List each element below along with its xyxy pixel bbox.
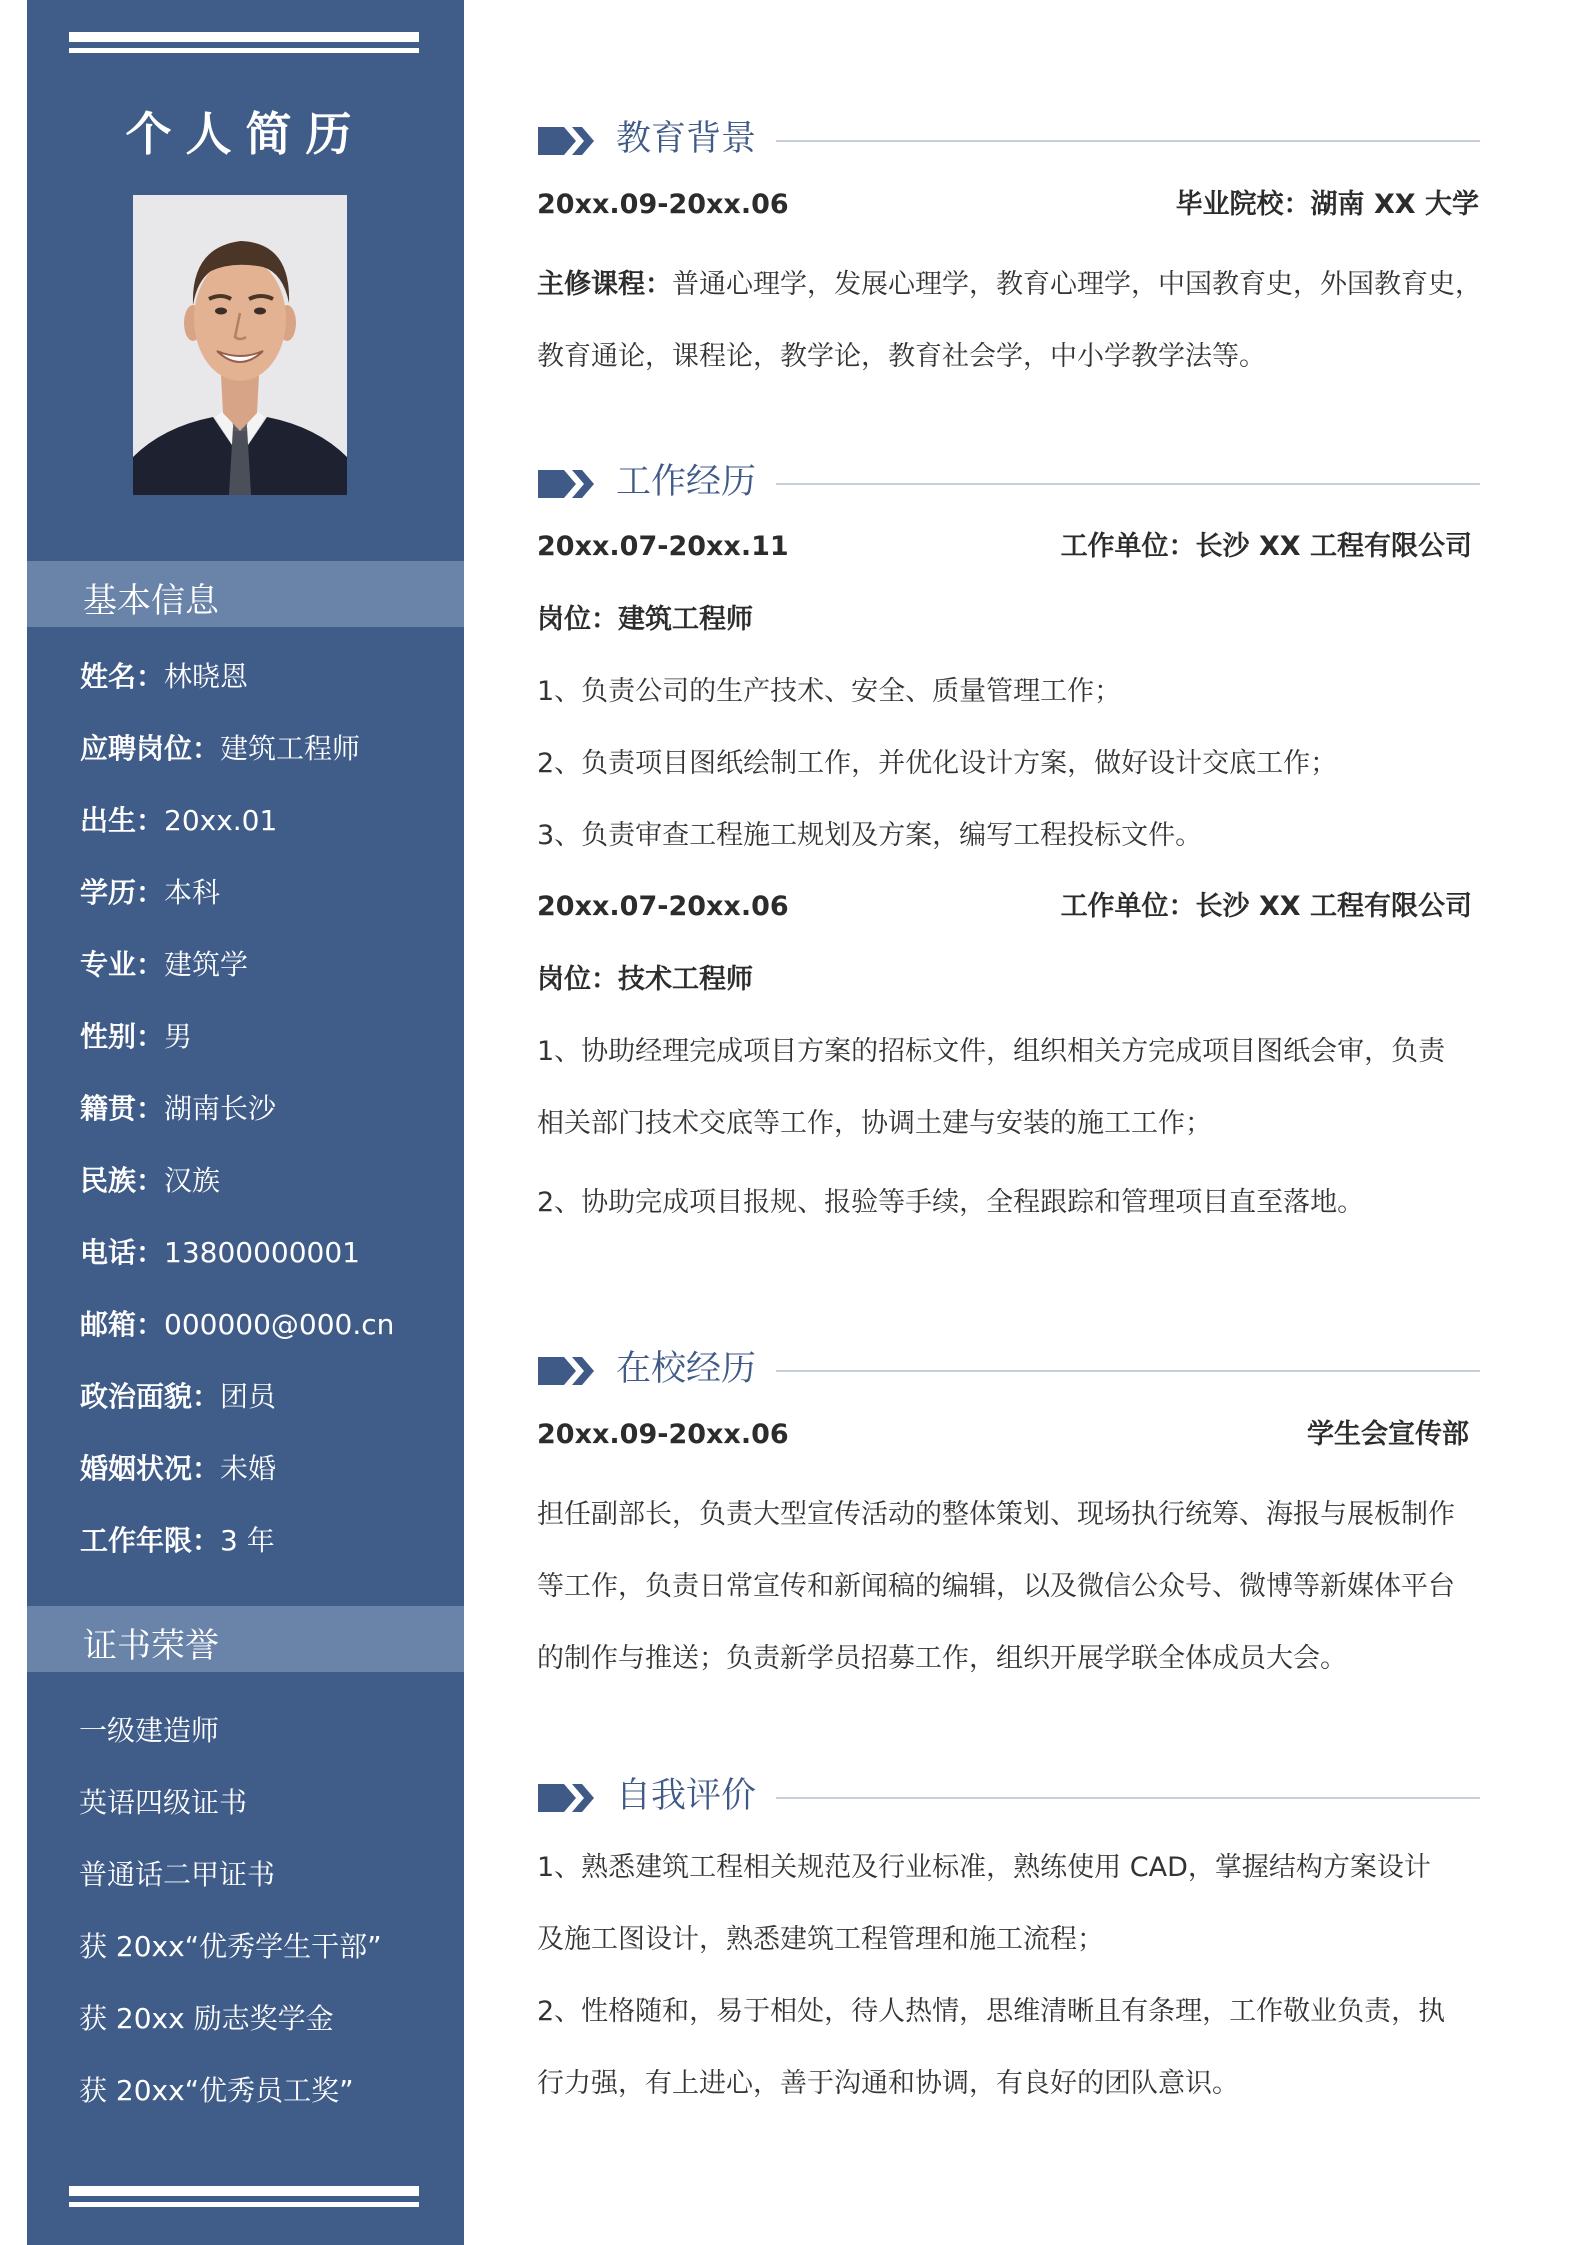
job-duty-line: 相关部门技术交底等工作，协调土建与安装的施工工作；	[537, 1108, 1212, 1139]
education-school: 毕业院校：湖南 XX 大学	[1175, 189, 1479, 220]
work-heading: 工作经历	[616, 462, 757, 502]
info-item-hometown	[80, 1084, 394, 1156]
courses-label: 主修课程：	[537, 269, 672, 300]
job-position	[537, 957, 1487, 1003]
info-value: 建筑学	[164, 948, 249, 981]
basic-info-heading	[27, 561, 464, 627]
campus-heading: 在校经历	[616, 1349, 757, 1389]
info-label: 工作年限：	[80, 1524, 221, 1557]
section-divider	[776, 1370, 1480, 1372]
info-item-email	[80, 1300, 394, 1372]
info-item-position	[80, 724, 394, 796]
info-item-political	[80, 1372, 394, 1444]
job-position-text: 岗位：技术工程师	[537, 964, 753, 995]
info-value: 本科	[164, 876, 221, 909]
info-value: 20xx.01	[164, 804, 278, 837]
double-chevron-icon	[538, 127, 596, 155]
self-eval-heading: 自我评价	[616, 1776, 757, 1816]
info-label: 电话：	[80, 1236, 165, 1269]
job-duty-line: 3、负责审查工程施工规划及方案，编写工程投标文件。	[537, 820, 1203, 851]
self-eval-line: 2、性格随和，易于相处，待人热情，思维清晰且有条理，工作敬业负责，执	[537, 1996, 1446, 2027]
campus-text-line: 的制作与推送；负责新学员招募工作，组织开展学联全体成员大会。	[537, 1643, 1347, 1674]
job-duty-line: 1、负责公司的生产技术、安全、质量管理工作；	[537, 676, 1122, 707]
info-label: 邮箱：	[80, 1308, 165, 1341]
education-courses-line: 教育通论，课程论，教学论，教育社会学，中小学教学法等。	[537, 341, 1266, 372]
sidebar-bottom-rule-thin	[69, 2202, 419, 2207]
education-heading: 教育背景	[616, 119, 757, 159]
info-label: 姓名：	[80, 660, 165, 693]
campus-org: 学生会宣传部	[1307, 1419, 1469, 1450]
certificates-heading-label: 证书荣誉	[83, 1626, 219, 1666]
info-label: 专业：	[80, 948, 165, 981]
work-section-header	[538, 458, 1480, 508]
campus-section-header	[538, 1345, 1480, 1395]
resume-title: 个人简历	[125, 107, 366, 161]
campus-period: 20xx.09-20xx.06	[537, 1419, 789, 1450]
education-period: 20xx.09-20xx.06	[537, 189, 789, 220]
info-label: 出生：	[80, 804, 165, 837]
job-company: 工作单位：长沙 XX 工程有限公司	[1060, 891, 1472, 922]
info-value: 3 年	[220, 1524, 275, 1557]
info-item-phone	[80, 1228, 394, 1300]
info-label: 性别：	[80, 1020, 165, 1053]
self-eval-line: 行力强，有上进心，善于沟通和协调，有良好的团队意识。	[537, 2068, 1239, 2099]
section-divider	[776, 140, 1480, 142]
campus-summary-row	[537, 1413, 1469, 1457]
certificate-item: 获 20xx“优秀员工奖”	[79, 2074, 354, 2107]
basic-info-list	[80, 652, 394, 1588]
sidebar	[27, 0, 464, 2245]
info-item-gender	[80, 1012, 394, 1084]
info-label: 政治面貌：	[80, 1380, 221, 1413]
job-period: 20xx.07-20xx.06	[537, 891, 789, 922]
info-item-ethnicity	[80, 1156, 394, 1228]
double-chevron-icon	[538, 470, 596, 498]
info-value: 未婚	[220, 1452, 277, 1485]
job-duty-line: 2、协助完成项目报规、报验等手续，全程跟踪和管理项目直至落地。	[537, 1187, 1365, 1218]
double-chevron-icon	[538, 1357, 596, 1385]
job-duty-line: 2、负责项目图纸绘制工作，并优化设计方案，做好设计交底工作；	[537, 748, 1338, 779]
info-item-birth	[80, 796, 394, 868]
self-eval-line: 1、熟悉建筑工程相关规范及行业标准，熟练使用 CAD，掌握结构方案设计	[537, 1852, 1431, 1883]
profile-photo	[133, 195, 347, 495]
certificates-heading	[27, 1606, 464, 1672]
campus-text-line: 等工作，负责日常宣传和新闻稿的编辑，以及微信公众号、微博等新媒体平台	[537, 1571, 1455, 1602]
info-value: 男	[164, 1020, 193, 1053]
info-item-experience	[80, 1516, 394, 1588]
info-label: 婚姻状况：	[80, 1452, 221, 1485]
sidebar-top-rule-thin	[69, 48, 419, 53]
job-period: 20xx.07-20xx.11	[537, 531, 789, 562]
info-value: 000000@000.cn	[164, 1308, 395, 1341]
double-chevron-icon	[538, 1784, 596, 1812]
section-divider	[776, 483, 1480, 485]
job-summary-row	[537, 885, 1472, 929]
info-value: 13800000001	[164, 1236, 360, 1269]
job-summary-row	[537, 525, 1472, 569]
self-eval-line: 及施工图设计，熟悉建筑工程管理和施工流程；	[537, 1924, 1104, 1955]
job-company: 工作单位：长沙 XX 工程有限公司	[1060, 531, 1472, 562]
job-position-text: 岗位：建筑工程师	[537, 604, 753, 635]
basic-info-heading-label: 基本信息	[83, 581, 219, 621]
info-item-name	[80, 652, 394, 724]
certificate-item: 普通话二甲证书	[79, 1858, 276, 1891]
certificate-item: 获 20xx 励志奖学金	[79, 2002, 334, 2035]
education-section-header	[538, 115, 1480, 165]
certificate-item: 获 20xx“优秀学生干部”	[79, 1930, 382, 1963]
certificate-item: 英语四级证书	[79, 1786, 248, 1819]
courses-text: 普通心理学，发展心理学，教育心理学，中国教育史，外国教育史，	[672, 269, 1482, 300]
info-value: 林晓恩	[164, 660, 249, 693]
campus-text-line: 担任副部长，负责大型宣传活动的整体策划、现场执行统筹、海报与展板制作	[537, 1499, 1455, 1530]
info-value: 汉族	[164, 1164, 221, 1197]
info-value: 建筑工程师	[220, 732, 361, 765]
self-eval-section-header	[538, 1772, 1480, 1822]
job-duty-line: 1、协助经理完成项目方案的招标文件，组织相关方完成项目图纸会审，负责	[537, 1036, 1446, 1067]
info-label: 籍贯：	[80, 1092, 165, 1125]
job-position	[537, 597, 1487, 643]
certificates-list	[79, 1705, 382, 2137]
info-value: 湖南长沙	[164, 1092, 277, 1125]
certificate-item: 一级建造师	[79, 1714, 220, 1747]
education-courses-line	[537, 262, 1487, 308]
info-label: 学历：	[80, 876, 165, 909]
sidebar-bottom-rule	[69, 2186, 419, 2196]
info-value: 团员	[220, 1380, 277, 1413]
info-item-education	[80, 868, 394, 940]
sidebar-top-rule	[69, 32, 419, 42]
info-label: 民族：	[80, 1164, 165, 1197]
info-item-major	[80, 940, 394, 1012]
education-summary-row	[537, 183, 1479, 227]
info-item-marital	[80, 1444, 394, 1516]
info-label: 应聘岗位：	[80, 732, 221, 765]
section-divider	[776, 1797, 1480, 1799]
